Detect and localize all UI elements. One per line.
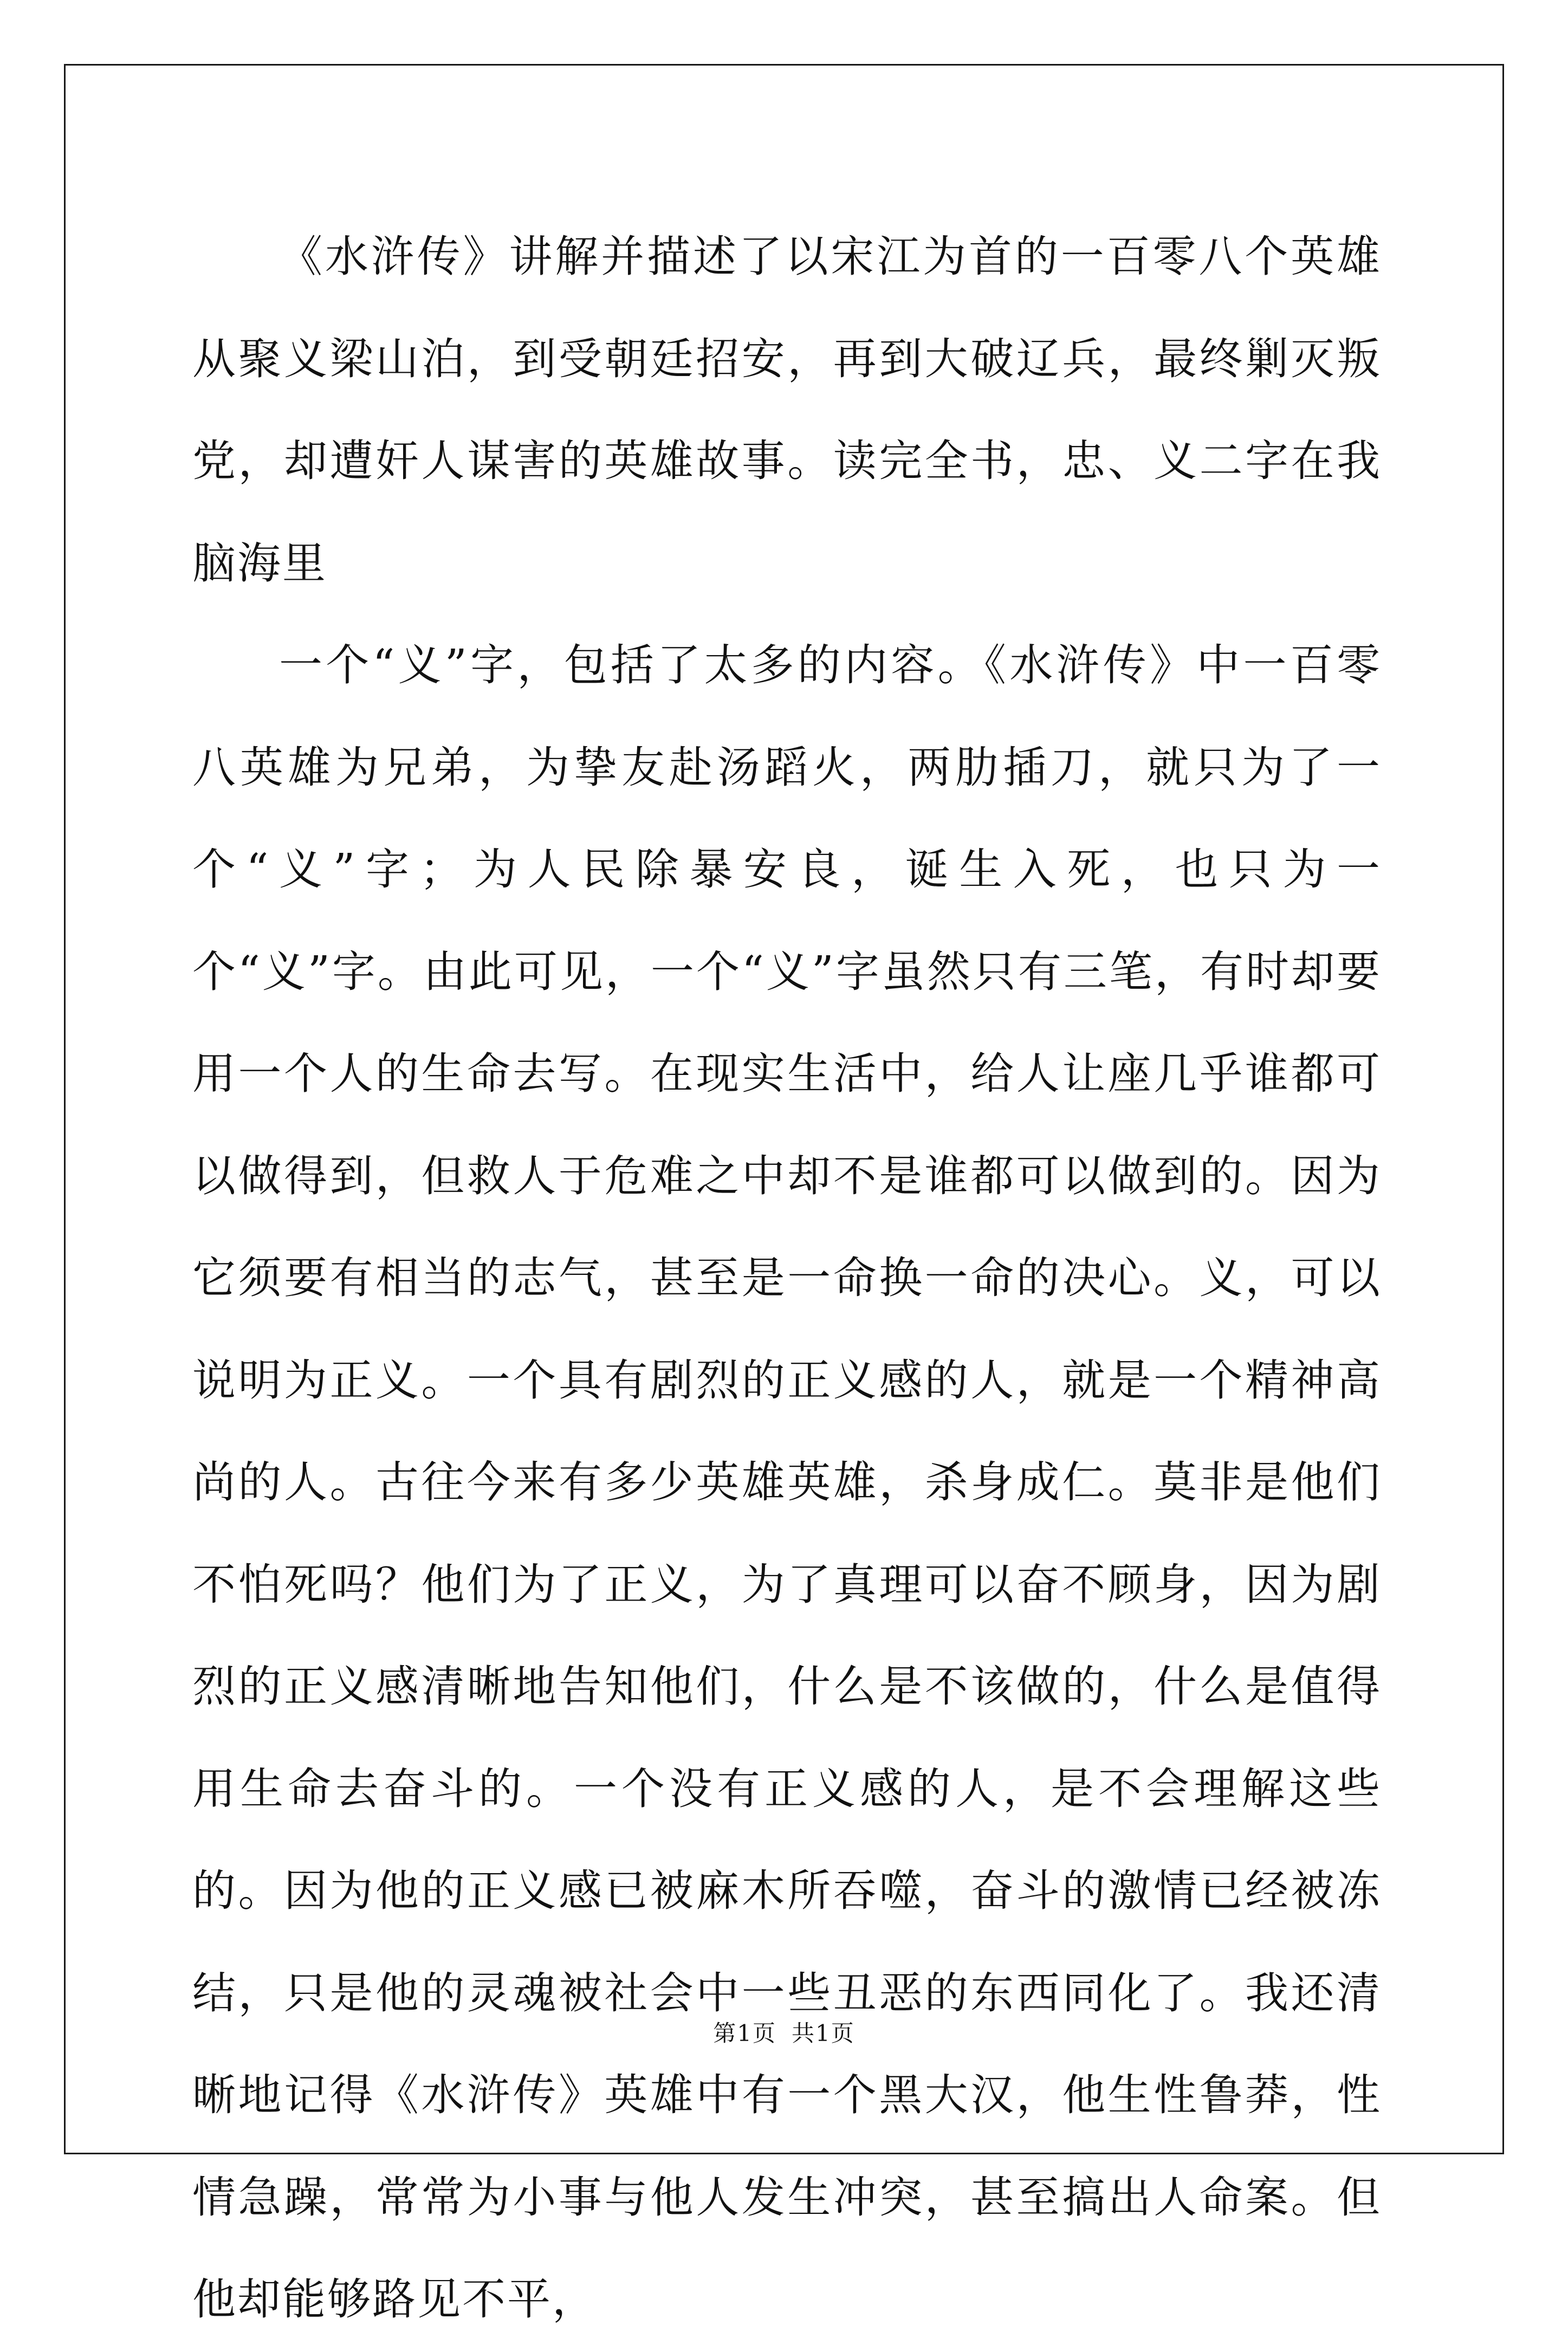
paragraph-1: 《水浒传》讲解并描述了以宋江为首的一百零八个英雄从聚义梁山泊，到受朝廷招安，再到大破辽兵，最终剿灭叛党，却遭奸人谋害的英雄故事。读完全书，忠、义二字在我脑海里 <box>192 231 1382 588</box>
page-number: 第1页 <box>713 2020 776 2046</box>
page-total: 共1页 <box>792 2020 855 2046</box>
paragraph-2: 一个“义”字，包括了太多的内容。《水浒传》中一百零八英雄为兄弟，为挚友赴汤蹈火，两肋插刀，就只为了一个“义”字；为人民除暴安良，诞生入死，也只为一个“义”字。由此可见，一个“义”字虽然只有三笔，有时却要用一个人的生命去写。在现实生活中，给人让座几乎谁都可以做得到，但救人于危难之中却不是谁都可以做到的。因为它须要有相当的志气，甚至是一命换一命的决心。义，可以说明为正义。一个具有剧烈的正义感的人，就是一个精神高尚的人。古往今来有多少英雄英雄，杀身成仁。莫非是他们不怕死吗？他们为了正义，为了真理可以奋不顾身，因为剧烈的正义感清晰地告知他们，什么是不该做的，什么是值得用生命去奋斗的。一个没有正义感的人，是不会理解这些的。因为他的正义感已被麻木所吞噬，奋斗的激情已经被冻结，只是他的灵魂被社会中一些丑恶的东西同化了。我还清晰地记得《水浒传》英雄中有一个黑大汉，他生性鲁莽，性情急躁，常常为小事与他人发生冲突，甚至搞出人命案。但他却能够路见不平， <box>192 640 1382 2324</box>
page-footer <box>0 2016 1568 2048</box>
